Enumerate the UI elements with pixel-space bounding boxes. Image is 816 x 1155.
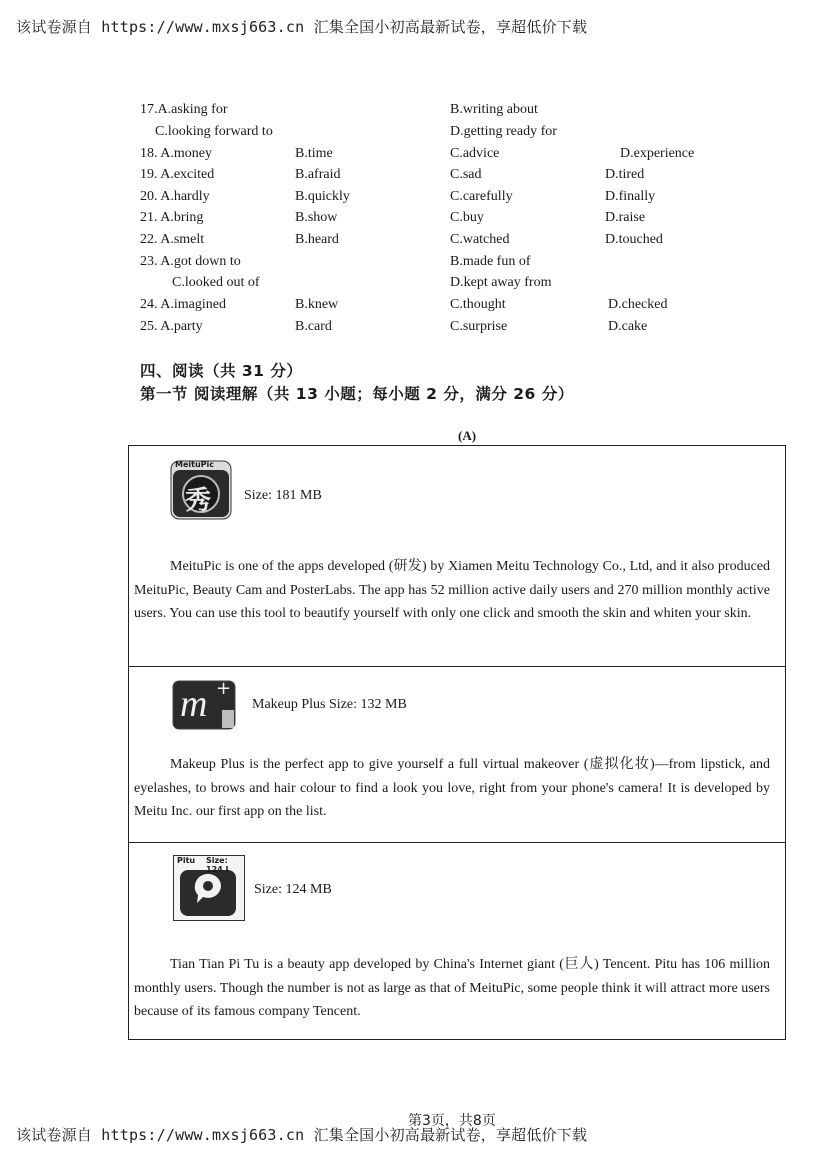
- q18-option-b: B.time: [295, 146, 333, 161]
- passage-label: (A): [458, 428, 477, 443]
- banner-url[interactable]: https://www.mxsj663.cn: [101, 18, 305, 36]
- q25-option-c: C.surprise: [450, 319, 508, 334]
- q17-option-b: B.writing about: [450, 102, 538, 117]
- footer-banner-prefix: 该试卷源自: [16, 1126, 93, 1144]
- q20-option-b: B.quickly: [295, 189, 350, 204]
- q17-option-a: 17.A.asking for: [140, 102, 228, 117]
- q20-option-a: 20. A.hardly: [140, 189, 210, 204]
- q23-option-c: C.looked out of: [172, 275, 260, 290]
- q23-option-a: 23. A.got down to: [140, 254, 241, 269]
- footer-banner-url[interactable]: https://www.mxsj663.cn: [101, 1126, 305, 1144]
- q18-option-d: D.experience: [620, 146, 695, 161]
- pitu-size: Size: 124 MB: [254, 882, 332, 897]
- q18-option-c: C.advice: [450, 146, 500, 161]
- makeup-plus-icon-plus: +: [216, 678, 232, 699]
- passage-frame: [128, 445, 786, 1040]
- q22-option-b: B.heard: [295, 232, 339, 247]
- q20-option-d: D.finally: [605, 189, 656, 204]
- section-subtitle: 第一节 阅读理解（共 13 小题；每小题 2 分，满分 26 分）: [140, 385, 574, 403]
- meitupic-icon-glyph: 秀: [185, 486, 212, 516]
- makeup-plus-icon-glyph: m: [180, 683, 208, 725]
- makeup-plus-size: Makeup Plus Size: 132 MB: [252, 697, 407, 712]
- q19-option-a: 19. A.excited: [140, 167, 215, 182]
- source-banner-bottom: [16, 1124, 587, 1145]
- q21-option-c: C.buy: [450, 210, 484, 225]
- section-title: 四、阅读（共 31 分）: [140, 362, 303, 380]
- q19-option-d: D.tired: [605, 167, 645, 182]
- meitupic-size: Size: 181 MB: [244, 488, 322, 503]
- pitu-app-icon: [173, 855, 245, 921]
- q22-option-a: 22. A.smelt: [140, 232, 205, 247]
- q21-option-a: 21. A.bring: [140, 210, 204, 225]
- meitupic-app-icon: [170, 460, 232, 520]
- pitu-icon-caption-size: Size: 124 I: [206, 856, 229, 874]
- q21-option-d: D.raise: [605, 210, 646, 225]
- q24-option-d: D.checked: [608, 297, 668, 312]
- divider-1: [128, 666, 786, 667]
- q20-option-c: C.carefully: [450, 189, 513, 204]
- q21-option-b: B.show: [295, 210, 338, 225]
- q17-option-c: C.looking forward to: [155, 124, 273, 139]
- q25-option-b: B.card: [295, 319, 332, 334]
- q19-option-c: C.sad: [450, 167, 482, 182]
- banner-suffix: 汇集全国小初高最新试卷，享超低价下载: [313, 18, 588, 36]
- footer-banner-suffix: 汇集全国小初高最新试卷，享超低价下载: [313, 1126, 588, 1144]
- makeup-plus-description: Makeup Plus is the perfect app to give yourself a full virtual makeover (虚拟化妆)—from lipstick, and eyelashes, to brows and hair colour to find a look you love, right from your phone's camera! It is developed by Meitu Inc. our first app on the list.: [134, 757, 770, 819]
- q18-option-a: 18. A.money: [140, 146, 212, 161]
- q24-option-a: 24. A.imagined: [140, 297, 226, 312]
- q24-option-b: B.knew: [295, 297, 339, 312]
- q19-option-b: B.afraid: [295, 167, 341, 182]
- page-number: 第3页，共8页: [408, 1113, 496, 1129]
- pitu-icon-caption: Pitu: [177, 856, 196, 865]
- q24-option-c: C.thought: [450, 297, 506, 312]
- banner-prefix: 该试卷源自: [16, 18, 93, 36]
- q17-option-d: D.getting ready for: [450, 124, 557, 139]
- meitupic-description: MeituPic is one of the apps developed (研发) by Xiamen Meitu Technology Co., Ltd, and it also produced MeituPic, Beauty Cam and PosterLabs. The app has 52 million active daily users and 270 million monthly active users. You can use this tool to beautify yourself with only one click and smooth the skin and whiten your skin.: [134, 559, 770, 621]
- meitupic-icon-caption: MeituPic: [175, 460, 214, 469]
- pitu-description: Tian Tian Pi Tu is a beauty app developed by China's Internet giant (巨人) Tencent. Pitu has 106 million monthly users. Though the number is not as large as that of MeituPic, some people think it will attract more users because of its famous company Tencent.: [134, 957, 770, 1019]
- q25-option-d: D.cake: [608, 319, 648, 334]
- q22-option-c: C.watched: [450, 232, 510, 247]
- q22-option-d: D.touched: [605, 232, 663, 247]
- makeup-plus-app-icon: [172, 680, 236, 730]
- q25-option-a: 25. A.party: [140, 319, 203, 334]
- divider-2: [128, 842, 786, 843]
- q23-option-b: B.made fun of: [450, 254, 531, 269]
- q23-option-d: D.kept away from: [450, 275, 552, 290]
- source-banner-top: [16, 16, 587, 37]
